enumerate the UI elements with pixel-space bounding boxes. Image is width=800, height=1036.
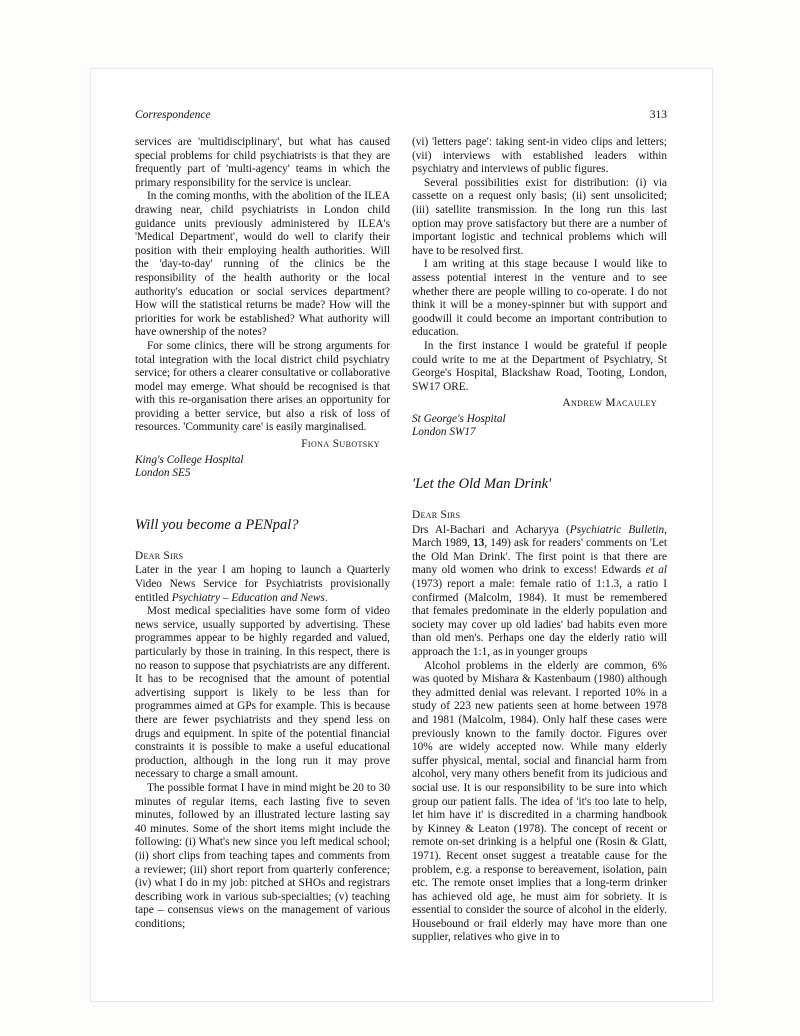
page-header xyxy=(135,109,667,121)
journal-page xyxy=(90,68,713,1002)
text-run: Alcohol problems in the elderly are common, 6% was quoted by Mishara & Kastenbaum (1980) although they admitted denial was relevant. I reported 10% in a study of 223 new patients seen at home between 1978 and 1981 (Malcolm, 1984). Only half these cases were previously known to the family doctor. Figures over 10% are widely accepted now. While many elderly suffer physical, mental, social and financial harm from alcohol, very many others benefit from its judicious and social use. It is our responsibility to be sure into which group our patient falls. The idea of 'it's too late to help, let him have it' is discredited in a charming handbook by Kinney & Leaton (1978). The concept of recent or remote on-set drinking is a helpful one (Rosin & Glatt, 1971). Recent onset suggest a treatable cause for the problem, e.g. a response to bereavement, isolation, pain etc. The remote onset implies that a long-term drinker has achieved old age, he must aim for sobriety. It is essential to consider the source of alcohol in the elderly. Housebound or frail elderly may have more than one supplier, relatives who give in to xyxy=(412,659,667,944)
salutation: Dear Sirs xyxy=(135,549,184,562)
text-run: Later in the year I am hoping to launch a Quarterly Video News Service for Psychiatrists provisionally entitled xyxy=(135,564,390,604)
text-run: Several possibilities exist for distribution: (i) via cassette on a request only basis; (ii) sent unsolicited; (iii) satellite transmission. In the long run this last option may prove satisfactory but there are a number of important logistic and technical problems which will have to be resolved first. xyxy=(412,176,667,257)
left-column xyxy=(135,136,390,945)
signature-address xyxy=(412,413,667,440)
text-run: For some clinics, there will be strong arguments for total integration with the local district child psychiatry service; for others a clearer consultative or collaborative model may emerge. What should be recognised is that with this re-organisation there arises an opportunity for providing a better service, but also a risk of loss of resources. 'Community care' is easily marginalised. xyxy=(135,339,390,434)
letter-title: Will you become a PENpal? xyxy=(135,516,299,533)
paragraph xyxy=(135,136,390,190)
paragraph xyxy=(412,660,667,945)
paragraph xyxy=(135,605,390,782)
signature-address-line: King's College Hospital xyxy=(135,453,244,466)
signature-address xyxy=(135,454,390,481)
salutation: Dear Sirs xyxy=(412,509,461,522)
paragraph xyxy=(412,136,667,177)
text-run: I am writing at this stage because I would like to assess potential interest in the venture and to see whether there are people willing to co-operate. I do not think it will be a money-spinner but with support and goodwill it could become an important contribution to education. xyxy=(412,258,667,339)
text-run: In the coming months, with the abolition of the ILEA drawing near, child psychiatrists in London child guidance units previously administered by ILEA's 'Medical Department', would do well to clarify their position with their employing health authorities. Will the 'day-to-day' running of the clinics be the responsibility of the health authority or the local authority's education or social services department? How will the statistical returns be made? How will the priorities for work be established? What authority will have ownership of the notes? xyxy=(135,190,390,339)
paragraph xyxy=(135,564,390,605)
text-run: The possible format I have in mind might be 20 to 30 minutes of regular items, each lasting five to seven minutes, followed by an illustrated lecture lasting say 40 minutes. Some of the short items might include the following: (i) What's new since you left medical school; (ii) short clips from teaching tapes and comments from a reviewer; (iii) short report from quarterly conference; (iv) what I do in my job: pitched at SHOs and registrars describing work in various sub-specialties; (v) teaching tape – consensus views on the management of various conditions; xyxy=(135,781,390,930)
paragraph xyxy=(412,340,667,394)
signature-address-line: London SE5 xyxy=(135,467,191,480)
text-run: . xyxy=(324,591,328,604)
text-run: In the first instance I would be grateful if people could write to me at the Department of Psychiatry, St George's Hospital, Blackshaw Road, Tooting, London, SW17 ORE. xyxy=(412,339,667,393)
text-run: Drs Al-Bachari and Acharyya ( xyxy=(412,523,570,536)
text-run: (1973) report a male: female ratio of 1:1.3, a ratio I confirmed (Malcolm, 1984). It must be remembered that females predominate in the elderly population and society may cover up old ladies' bad habits even more than old men's. Perhaps one day the elderly ratio will approach the 1:1, as in younger groups xyxy=(412,578,667,658)
signature-address-line: London SW17 xyxy=(412,426,476,439)
page-number: 313 xyxy=(649,109,667,121)
paragraph xyxy=(135,190,390,340)
running-title: Correspondence xyxy=(135,109,211,121)
text-run: , 149) ask for readers' comments on 'Let the Old Man Drink'. The first point is that there are many old women who drink to excess! Edwards xyxy=(412,537,667,577)
paragraph xyxy=(412,258,667,340)
italic-text-run: Psychiatry – Education and News xyxy=(171,591,325,604)
paragraph xyxy=(412,524,667,660)
right-column xyxy=(412,136,667,945)
letter-title: 'Let the Old Man Drink' xyxy=(412,476,552,493)
text-run: (vi) 'letters page': taking sent-in video clips and letters; (vii) interviews with established leaders within psychiatry and interviews of public figures. xyxy=(412,136,667,176)
italic-text-run: Psychiatric Bulletin xyxy=(569,523,665,536)
bold-text-run: 13 xyxy=(473,537,485,550)
page-content xyxy=(135,109,667,945)
paragraph xyxy=(135,782,390,932)
two-column-layout xyxy=(135,136,667,945)
signature-name: Fiona Subotsky xyxy=(301,438,380,451)
signature-address-line: St George's Hospital xyxy=(412,412,506,425)
paragraph xyxy=(412,177,667,259)
text-run: Most medical specialities have some form of video news service, usually supported by advertising. These programmes appear to be highly regarded and valued, particularly by those in training. In this respect, there is no reason to suppose that psychiatrists are any different. It has to be recognised that the amount of potential advertising support is likely to be less than for programmes aimed at GPs for example. This is because there are fewer psychiatrists and they spend less on drugs and equipment. In spite of the potential financial constraints it is possible to make a useful educational production, although in the long run it may prove necessary to charge a small amount. xyxy=(135,605,390,781)
text-run: , March 1989, xyxy=(412,523,667,550)
text-run: services are 'multidisciplinary', but what has caused special problems for child psychiatrists is that they are frequently part of 'multi-agency' teams in which the primary responsibility for the service is unclear. xyxy=(135,136,390,189)
italic-text-run: et al xyxy=(645,564,668,577)
paragraph xyxy=(135,340,390,435)
signature-name: Andrew Macauley xyxy=(562,397,657,410)
